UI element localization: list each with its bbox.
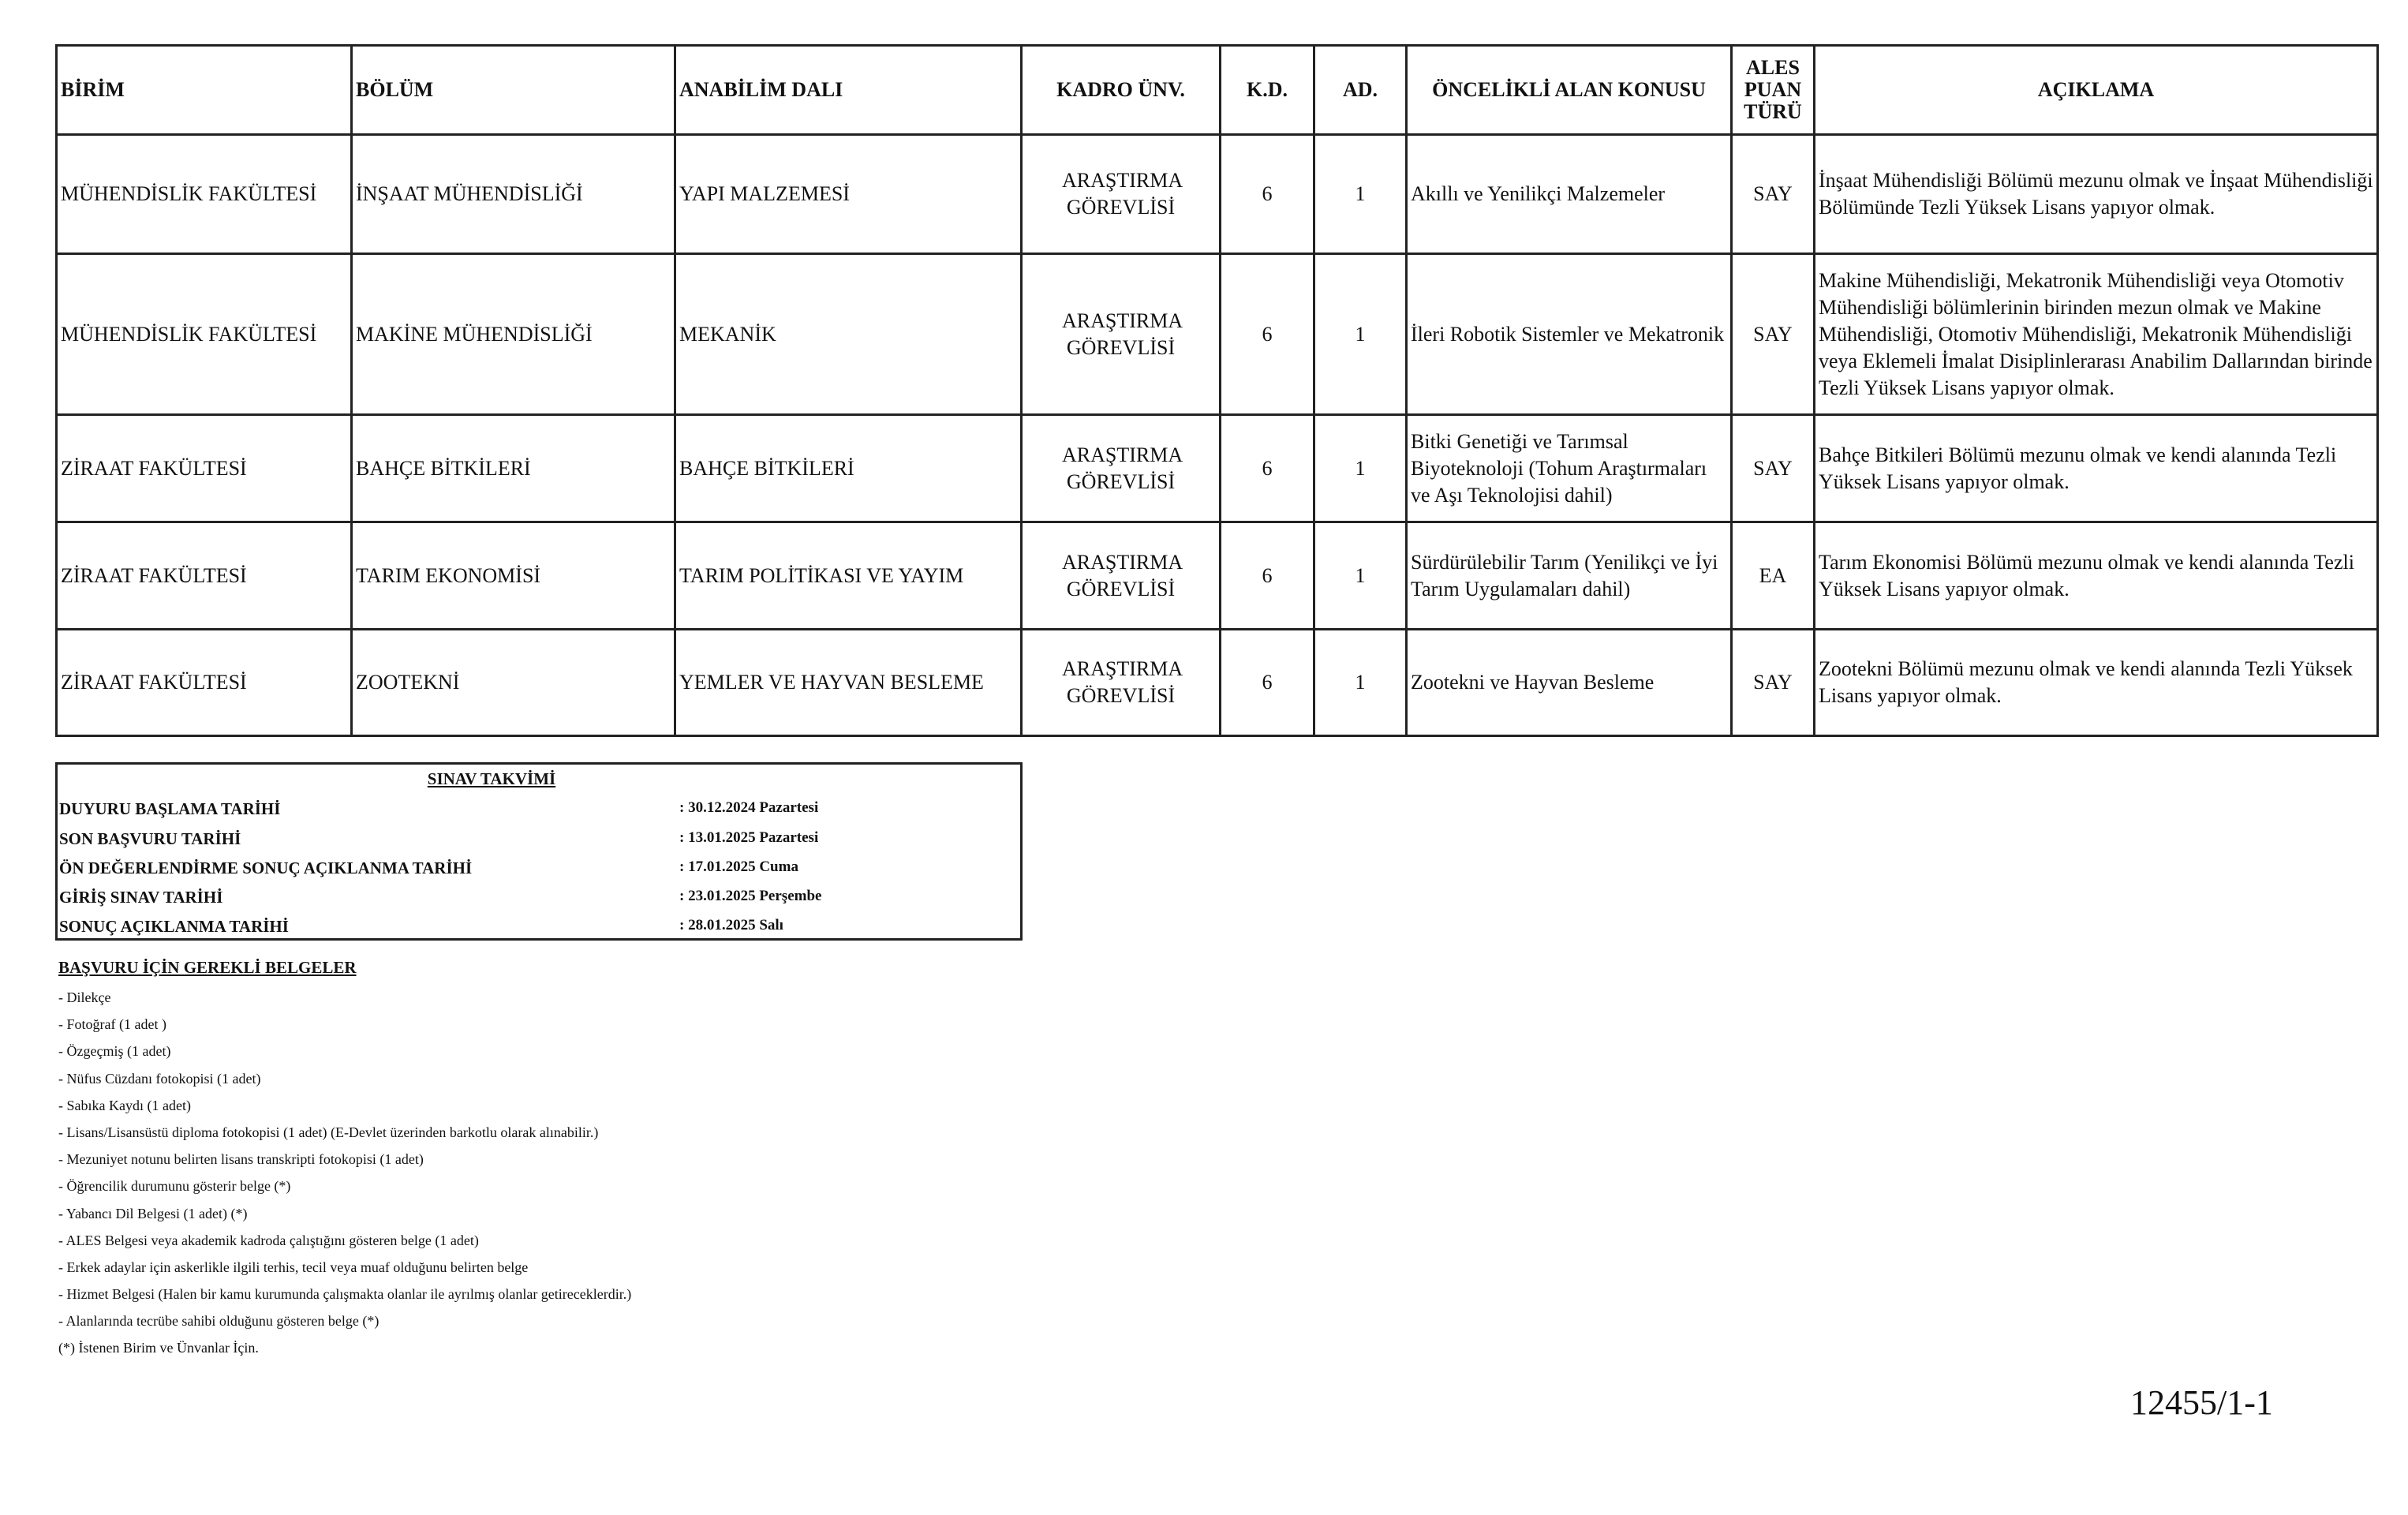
- required-documents-title: BAŞVURU İÇİN GEREKLİ BELGELER: [58, 958, 357, 977]
- document-item: - ALES Belgesi veya akademik kadroda çalıştığını gösteren belge (1 adet): [58, 1232, 479, 1248]
- cell-birim: MÜHENDİSLİK FAKÜLTESİ: [57, 254, 352, 415]
- cell-aciklama: Makine Mühendisliği, Mekatronik Mühendisliği veya Otomotiv Mühendisliği bölümlerinin birinden mezun olmak ve Makine Mühendisliği, Otomotiv Mühendisliği, Mekatronik Mühendisliği veya Eklemeli İmalat Disiplinlerarası Anabilim Dallarından birinde Tezli Yüksek Lisans yapıyor olmak.: [1815, 254, 2378, 415]
- cell-birim: ZİRAAT FAKÜLTESİ: [57, 630, 352, 736]
- document-item: - Nüfus Cüzdanı fotokopisi (1 adet): [58, 1070, 261, 1087]
- header-ales-puan-turu: ALES PUAN TÜRÜ: [1732, 46, 1815, 135]
- document-item: - Mezuniyet notunu belirten lisans transkripti fotokopisi (1 adet): [58, 1151, 424, 1168]
- cell-bolum: ZOOTEKNİ: [352, 630, 675, 736]
- cell-kadro: ARAŞTIRMA GÖREVLİSİ: [1022, 630, 1221, 736]
- exam-schedule-box: [55, 762, 1023, 941]
- cell-ales: SAY: [1732, 254, 1815, 415]
- cell-ad: 1: [1314, 254, 1407, 415]
- cell-aciklama: İnşaat Mühendisliği Bölümü mezunu olmak ve İnşaat Mühendisliği Bölümünde Tezli Yüksek Lisans yapıyor olmak.: [1815, 135, 2378, 254]
- cell-aciklama: Tarım Ekonomisi Bölümü mezunu olmak ve kendi alanında Tezli Yüksek Lisans yapıyor olmak.: [1815, 522, 2378, 630]
- schedule-value: : 17.01.2025 Cuma: [679, 858, 798, 875]
- header-oncelikli-alan: ÖNCELİKLİ ALAN KONUSU: [1407, 46, 1732, 135]
- schedule-label: DUYURU BAŞLAMA TARİHİ: [59, 799, 281, 818]
- cell-bolum: BAHÇE BİTKİLERİ: [352, 415, 675, 522]
- cell-birim: ZİRAAT FAKÜLTESİ: [57, 415, 352, 522]
- cell-aciklama: Zootekni Bölümü mezunu olmak ve kendi alanında Tezli Yüksek Lisans yapıyor olmak.: [1815, 630, 2378, 736]
- cell-anabilim-dali: TARIM POLİTİKASI VE YAYIM: [675, 522, 1022, 630]
- cell-ales: EA: [1732, 522, 1815, 630]
- document-item: - Fotoğraf (1 adet ): [58, 1016, 166, 1033]
- schedule-label: SON BAŞVURU TARİHİ: [59, 829, 241, 848]
- cell-oncelikli-alan: Sürdürülebilir Tarım (Yenilikçi ve İyi Tarım Uygulamaları dahil): [1407, 522, 1732, 630]
- document-item: - Erkek adaylar için askerlikle ilgili terhis, tecil veya muaf olduğunu belirten belge: [58, 1259, 529, 1275]
- cell-kadro: ARAŞTIRMA GÖREVLİSİ: [1022, 135, 1221, 254]
- cell-birim: MÜHENDİSLİK FAKÜLTESİ: [57, 135, 352, 254]
- document-item: - Yabancı Dil Belgesi (1 adet) (*): [58, 1205, 248, 1221]
- cell-kadro: ARAŞTIRMA GÖREVLİSİ: [1022, 254, 1221, 415]
- cell-ad: 1: [1314, 522, 1407, 630]
- cell-ales: SAY: [1732, 630, 1815, 736]
- cell-kadro: ARAŞTIRMA GÖREVLİSİ: [1022, 522, 1221, 630]
- cell-anabilim-dali: YEMLER VE HAYVAN BESLEME: [675, 630, 1022, 736]
- cell-ad: 1: [1314, 630, 1407, 736]
- document-footnote: (*) İstenen Birim ve Ünvanlar İçin.: [58, 1340, 259, 1356]
- page-reference-number: 12455/1-1: [2130, 1383, 2273, 1422]
- cell-oncelikli-alan: Zootekni ve Hayvan Besleme: [1407, 630, 1732, 736]
- document-item: - Lisans/Lisansüstü diploma fotokopisi (1 adet) (E-Devlet üzerinden barkotlu olarak alınabilir.): [58, 1124, 599, 1140]
- cell-oncelikli-alan: Bitki Genetiği ve Tarımsal Biyoteknoloji (Tohum Araştırmaları ve Aşı Teknolojisi dahil): [1407, 415, 1732, 522]
- schedule-label: SONUÇ AÇIKLANMA TARİHİ: [59, 917, 289, 936]
- cell-aciklama: Bahçe Bitkileri Bölümü mezunu olmak ve kendi alanında Tezli Yüksek Lisans yapıyor olmak.: [1815, 415, 2378, 522]
- required-documents: [58, 958, 631, 1362]
- table-row: [57, 522, 2378, 630]
- schedule-value: : 23.01.2025 Perşembe: [679, 888, 822, 904]
- schedule-label: GİRİŞ SINAV TARİHİ: [59, 888, 223, 907]
- cell-kd: 6: [1221, 522, 1314, 630]
- cell-oncelikli-alan: Akıllı ve Yenilikçi Malzemeler: [1407, 135, 1732, 254]
- table-row: [57, 135, 2378, 254]
- cell-ad: 1: [1314, 135, 1407, 254]
- cell-ales: SAY: [1732, 415, 1815, 522]
- header-anabilim-dali: ANABİLİM DALI: [675, 46, 1022, 135]
- header-birim: BİRİM: [57, 46, 352, 135]
- document-item: - Dilekçe: [58, 989, 111, 1005]
- document-item: - Alanlarında tecrübe sahibi olduğunu gösteren belge (*): [58, 1313, 380, 1330]
- positions-table: [55, 44, 2379, 737]
- table-row: [57, 254, 2378, 415]
- cell-birim: ZİRAAT FAKÜLTESİ: [57, 522, 352, 630]
- header-bolum: BÖLÜM: [352, 46, 675, 135]
- cell-oncelikli-alan: İleri Robotik Sistemler ve Mekatronik: [1407, 254, 1732, 415]
- cell-bolum: İNŞAAT MÜHENDİSLİĞİ: [352, 135, 675, 254]
- document-item: - Özgeçmiş (1 adet): [58, 1043, 171, 1060]
- cell-bolum: MAKİNE MÜHENDİSLİĞİ: [352, 254, 675, 415]
- cell-bolum: TARIM EKONOMİSİ: [352, 522, 675, 630]
- document-item: - Öğrencilik durumunu gösterir belge (*): [58, 1178, 291, 1195]
- schedule-value: : 13.01.2025 Pazartesi: [679, 829, 819, 846]
- schedule-label: ÖN DEĞERLENDİRME SONUÇ AÇIKLANMA TARİHİ: [59, 858, 473, 877]
- cell-kadro: ARAŞTIRMA GÖREVLİSİ: [1022, 415, 1221, 522]
- cell-anabilim-dali: YAPI MALZEMESİ: [675, 135, 1022, 254]
- cell-kd: 6: [1221, 630, 1314, 736]
- table-header-row: [57, 46, 2378, 135]
- header-kd: K.D.: [1221, 46, 1314, 135]
- cell-kd: 6: [1221, 254, 1314, 415]
- cell-ad: 1: [1314, 415, 1407, 522]
- schedule-value: : 28.01.2025 Salı: [679, 917, 783, 933]
- document-item: - Sabıka Kaydı (1 adet): [58, 1097, 191, 1113]
- table-row: [57, 415, 2378, 522]
- cell-anabilim-dali: MEKANİK: [675, 254, 1022, 415]
- cell-anabilim-dali: BAHÇE BİTKİLERİ: [675, 415, 1022, 522]
- document-item: - Hizmet Belgesi (Halen bir kamu kurumunda çalışmakta olanlar ile ayrılmış olanlar getireceklerdir.): [58, 1286, 632, 1303]
- header-aciklama: AÇIKLAMA: [1815, 46, 2378, 135]
- header-ad: AD.: [1314, 46, 1407, 135]
- cell-kd: 6: [1221, 135, 1314, 254]
- header-kadro-unvani: KADRO ÜNV.: [1022, 46, 1221, 135]
- schedule-value: : 30.12.2024 Pazartesi: [679, 799, 819, 816]
- table-row: [57, 630, 2378, 736]
- exam-schedule-title: SINAV TAKVİMİ: [427, 769, 556, 788]
- cell-ales: SAY: [1732, 135, 1815, 254]
- cell-kd: 6: [1221, 415, 1314, 522]
